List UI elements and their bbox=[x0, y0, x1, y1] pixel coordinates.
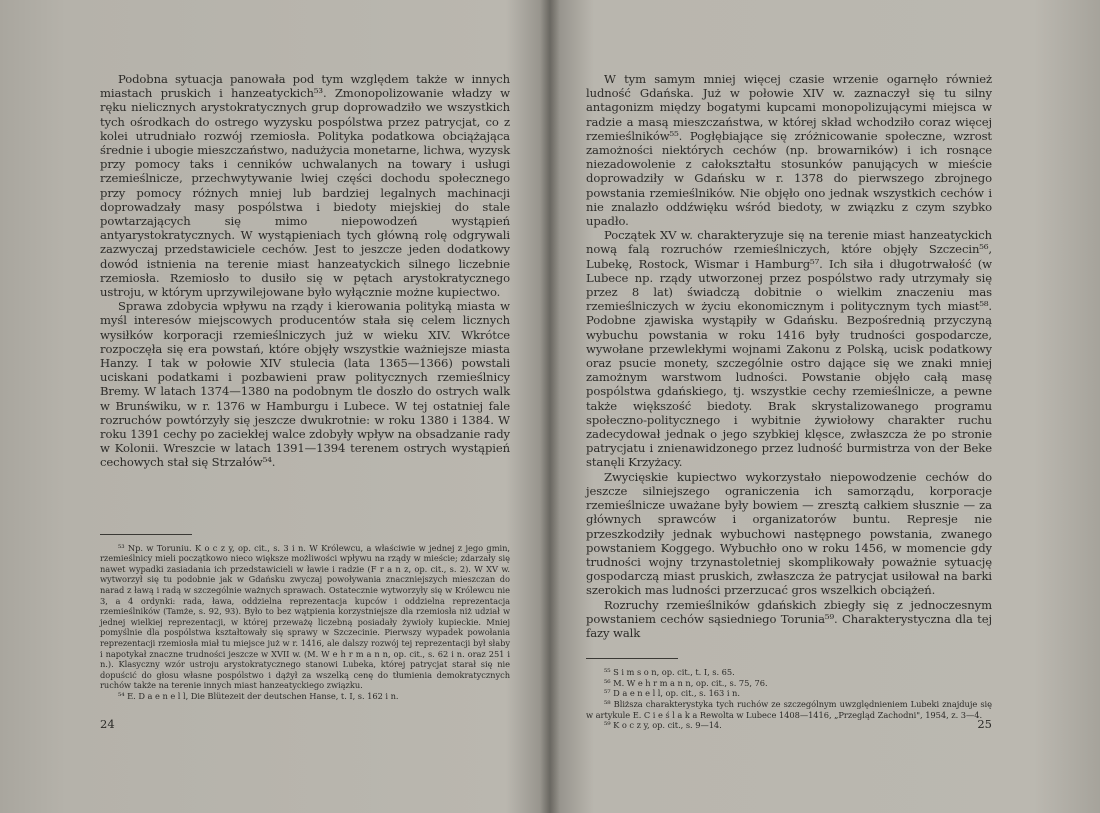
footnote-55: ⁵⁵ S i m s o n, op. cit., t. I, s. 65. bbox=[604, 667, 735, 678]
right-paragraph-2: Początek XV w. charakteryzuje się na terenie miast hanzeatyckich nową falą rozruchów rzemieślniczych, które objęły Szczecin⁵⁶, Lubekę, Rostock, Wismar i Hamburg⁵⁷. Ich siła i długotrwałość (w Lubece np. rządy utworzonej przez pospólstwo rady utrzymały się przez 8 lat) świadczą dobitnie o wielkim znaczeniu mas rzemieślniczych w życiu ekonomicznym i politycznym tych miast⁵⁸. Podobne zjawiska wystąpiły w Gdańsku. Bezpośrednią przyczyną wybuchu powstania w roku 1416 były trudności gospodarcze, wywołane przewlekłymi wojnami Zakonu z Polską, ucisk podatkowy oraz psucie monety, szczególnie ostro dające się we znaki mniej zamożnym warstwom ludności. Powstanie objęło całą masę pospólstwa gdańskiego, tj. wszystkie cechy rzemieślnicze, a pewne także większość biedoty. Brak skrystalizowanego programu społeczno-politycznego i wybitnie żywiołowy charakter ruchu zadecydował jednak o jego szybkiej klęsce, zwłaszcza że po stronie patrycjatu i znienawidzonego przez ludność burmistrza von der Beke stanęli Krzyżacy. bbox=[586, 228, 992, 470]
left-paragraph-1: Podobna sytuacja panowała pod tym względem także w innych miastach pruskich i hanzeatyckich⁵³. Zmonopolizowanie władzy w ręku nielicznych arystokratycznych grup doprowadziło we wszystkich tych ośrodkach do ostrego wyzysku pospólstwa przez patrycjat, co z kolei utrudniało rozwój rzemiosła. Polityka podatkowa obciążająca średnie i ubogie mieszczaństwo, nadużycia monetarne, lichwa, wyzysk przy pomocy taks i cenników uchwalanych na towary i usługi rzemieślnicze, przechwytywanie lwiej części dochodu społecznego przy pomocy różnych mniej lub bardziej legalnych machinacji doprowadzały masy pospólstwa i biedoty miejskiej do stale powtarzających się mimo niepowodzeń wystąpień antyarystokratycznych. W wystąpieniach tych główną rolę odgrywali zazwyczaj przedstawiciele cechów. Jest to jeszcze jeden dodatkowy dowód istnienia na terenie miast hanzeatyckich silnego liczebnie rzemiosła. Rzemiosło to dusiło się w pętach arystokratycznego ustroju, w którym uprzywilejowane było wyłącznie możne kupiectwo. bbox=[100, 72, 510, 300]
right-page-number: 25 bbox=[977, 717, 992, 731]
right-paragraph-4: Rozruchy rzemieślników gdańskich zbiegły się z jednoczesnym powstaniem cechów sąsiedniego Torunia⁵⁹. Charakterystyczna dla tej fazy walk bbox=[586, 597, 992, 640]
footnote-56: ⁵⁶ M. W e h r m a n n, op. cit., s. 75, 76. bbox=[604, 677, 768, 688]
right-page bbox=[550, 0, 1100, 813]
right-page-body bbox=[586, 72, 992, 640]
left-paragraph-2: Sprawa zdobycia wpływu na rządy i kierowania polityką miasta w myśl interesów miejscowych producentów stała się celem licznych wysiłków korporacji rzemieślniczych już w wieku XIV. Wkrótce rozpoczęła się era powstań, które objęły wszystkie ważniejsze miasta Hanzy. I tak w połowie XIV stulecia (lata 1365—1366) powstali uciskani podatkami i pozbawieni praw politycznych rzemieślnicy Bremy. W latach 1374—1380 na podobnym tle doszło do ostrych walk w Brunświku, w r. 1376 w Hamburgu i Lubece. W tej ostatniej fale rozruchów powtórzyły się jeszcze dwukrotnie: w roku 1380 i 1384. W roku 1391 cechy po zaciekłej walce zdobyły wpływ na obsadzanie rady w Kolonii. Wreszcie w latach 1391—1394 terenem ostrych wystąpień cechowych stał się Strzałów⁵⁴. bbox=[100, 299, 510, 470]
footnote-53: ⁵³ Np. w Toruniu. K o c z y, op. cit., s. 3 i n. W Królewcu, a właściwie w jednej z jego gmin, rzemieślnicy mieli początkowo nieco większe możliwości wpływu na rządy w mieście; zdarzały się nawet wypadki zasiadania ich przedstawicieli w ławie i radzie (F r a n z, op. cit., s. 2). W XV w. wytworzył się tu podobnie jak w Gdańsku zwyczaj powoływania znaczniejszych mieszczan do narad z ławą i radą w szczególnie ważnych sprawach. Ostatecznie wytworzyły się w Królewcu nie 3, a 4 ordynki: rada, ława, oddzielna reprezentacja kupców i oddzielna reprezentacja rzemieślników (Tamże, s. 92, 93). Było to bez wątpienia korzystniejsze dla rzemiosła niż udział w jednej wielkiej reprezentacji, w której przeważę liczebną posiadały żywioły kupieckie. Mniej pomyślnie dla pospólstwa kształtowały się sprawy w Szczecinie. Pierwszy wypadek powołania reprezentacji rzemiosła miał tu miejsce już w r. 1416, ale dalszy rozwój tej reprezentacji był słaby i napotykał znaczne trudności jeszcze w XVII w. (M. W e h r m a n n, op. cit., s. 62 i n. oraz 251 i n.). Klasyczny wzór ustroju arystokratycznego stanowi Lubeka, której patrycjat starał się nie dopuścić do głosu własne pospólstwo i dążył za wszelką cenę do tłumienia demokratycznych ruchów także na terenie innych miast hanzeatyckiego związku. bbox=[100, 542, 510, 691]
right-footnotes bbox=[586, 667, 992, 731]
footnote-57: ⁵⁷ D a e n e l l, op. cit., s. 163 i n. bbox=[604, 688, 740, 699]
left-page-body bbox=[100, 72, 510, 470]
right-paragraph-3: Zwycięskie kupiectwo wykorzystało niepowodzenie cechów do jeszcze silniejszego ograniczenia ich samorządu, korporacje rzemieślnicze uważane były bowiem — zresztą całkiem słusznie — za głównych sprawców i organizatorów buntu. Represje nie przeszkodziły jednak wybuchowi następnego powstania, zwanego powstaniem Koggego. Wybuchło ono w roku 1456, w momencie gdy trudności wojny trzynastoletniej skomplikowały poważnie sytuację gospodarczą miast pruskich, zwłaszcza że patrycjat usiłował na barki szerokich mas ludności przerzucać gros wszelkich obciążeń. bbox=[586, 469, 992, 598]
left-page-number: 24 bbox=[100, 717, 115, 731]
left-footnotes bbox=[100, 543, 510, 702]
footnote-58: ⁵⁸ Bliższa charakterystyka tych ruchów ze szczególnym uwzględnieniem Lubeki znajduje się w artykule E. C i e ś l a k a Rewolta w Lubece 1408—1416, „Przegląd Zachodni", 1954, z. 3—4. bbox=[586, 698, 992, 720]
right-paragraph-1: W tym samym mniej więcej czasie wrzenie ogarnęło również ludność Gdańska. Już w połowie XIV w. zaznaczył się tu silny antagonizm między bogatymi kupcami monopolizującymi miejsca w radzie a masą mieszczaństwa, w której skład wchodziło coraz więcej rzemieślników⁵⁵. Pogłębiające się zróżnicowanie społeczne, wzrost zamożności niektórych cechów (np. browarników) i ich rosnące niezadowolenie z całokształtu stosunków panujących w mieście doprowadziły w Gdańsku w r. 1378 do pierwszego zbrojnego powstania rzemieślników. Nie objęło ono jednak wszystkich cechów i nie znalazło oddźwięku wśród biedoty, w związku z czym szybko upadło. bbox=[586, 72, 992, 229]
footnote-54: ⁵⁴ E. D a e n e l l, Die Blütezeit der deutschen Hanse, t. I, s. 162 i n. bbox=[118, 691, 399, 701]
footnote-rule bbox=[100, 534, 192, 535]
footnote-59: ⁵⁹ K o c z y, op. cit., s. 9—14. bbox=[604, 720, 722, 731]
footnote-rule bbox=[586, 658, 678, 659]
